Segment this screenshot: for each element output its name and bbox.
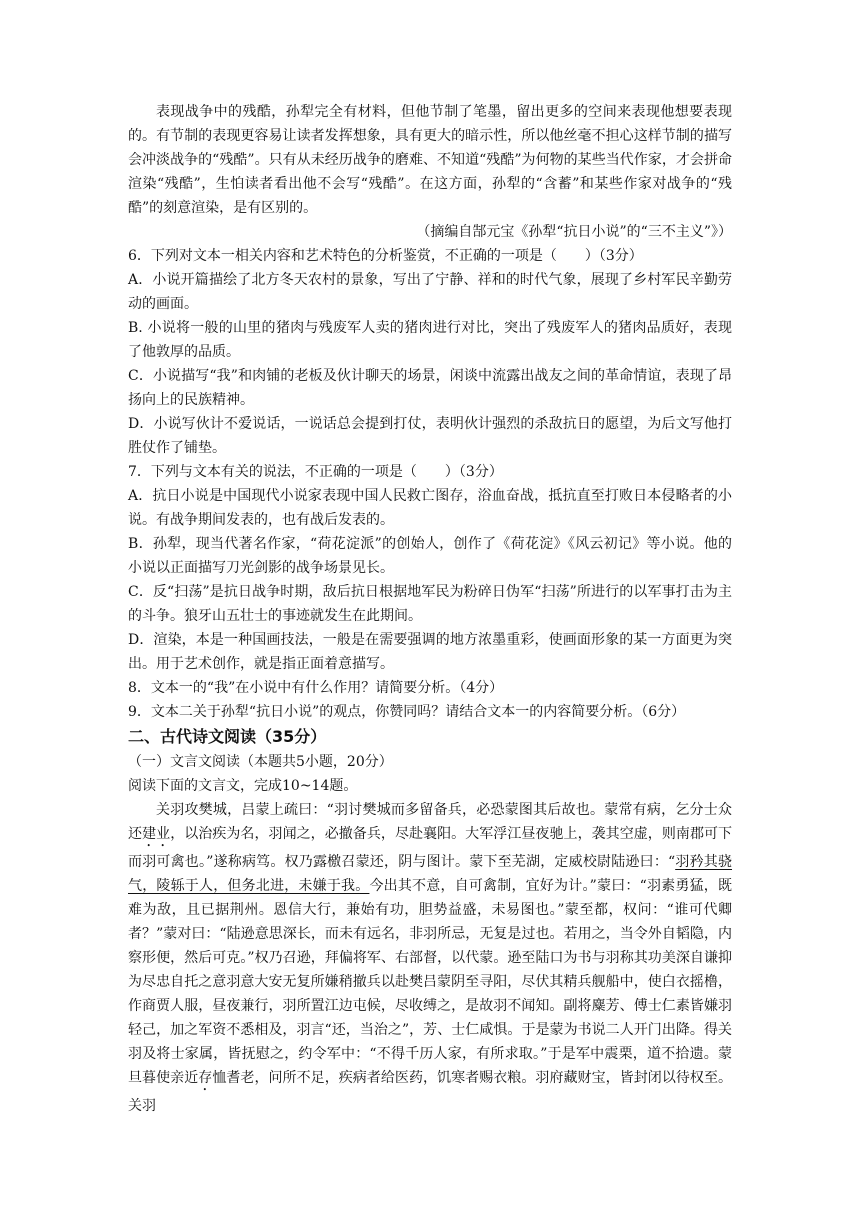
section-2-subtitle: （一）文言文阅读（本题共5小题，20分） — [128, 754, 393, 770]
classical-text-part-b: ，以治疾为名，羽闻之，必撤备兵，尽赴襄阳。大军浮江昼夜驰上，袭其空虚，则南郡可下而羽可禽也。”遂称病笃。权乃露檄召蒙还，阴与图计。蒙下至芜湖，定威校尉陆逊曰：“ — [128, 826, 733, 870]
section-2-instruction: 阅读下面的文言文，完成10~14题。 — [128, 778, 358, 794]
emphasis-dot-char: 建 — [142, 826, 157, 842]
question-7-option-b: B．孙犁，现当代著名作家，“荷花淀派”的创始人，创作了《荷花淀》《风云初记》等小说。他的小说以正面描写刀光剑影的战争场景见长。 — [128, 536, 732, 576]
question-6-option-c: C．小说描写“我”和肉铺的老板及伙计聊天的场景，闲谈中流露出战友之间的革命情谊，表现了昂扬向上的民族精神。 — [128, 368, 732, 408]
question-7-option-d: D．渲染，本是一种国画技法，一般是在需要强调的地方浓墨重彩，使画面形象的某一方面更为突出。用于艺术创作，就是指正面着意描写。 — [128, 632, 732, 672]
document-content — [128, 100, 732, 1118]
question-7-option-c: C．反“扫荡”是抗日战争时期，敌后抗日根据地军民为粉碎日伪军“扫荡”所进行的以军事打击为主的斗争。狼牙山五壮士的事迹就发生在此期间。 — [128, 584, 732, 624]
question-7-option-a: A．抗日小说是中国现代小说家表现中国人民救亡图存，浴血奋战，抵抗直至打败日本侵略者的小说。有战争期间发表的，也有战后发表的。 — [128, 488, 732, 528]
question-6-stem: 6．下列对文本一相关内容和艺术特色的分析鉴赏，不正确的一项是（ ）（3分） — [128, 248, 643, 264]
underlined-sentence: 羽矜其骁气，陵轹于人，但务北进，未嫌于我。 — [128, 854, 733, 894]
question-7-stem: 7．下列与文本有关的说法，不正确的一项是（ ）（3分） — [128, 464, 503, 480]
section-2-title: 二、古代诗文阅读（35分） — [128, 727, 327, 746]
passage2-source: （摘编自郜元宝《孙犁“抗日小说”的“三不主义”》） — [416, 224, 732, 240]
passage2-paragraph: 表现战争中的残酷，孙犁完全有材料，但他节制了笔墨，留出更多的空间来表现他想要表现的。有节制的表现更容易让读者发挥想象，具有更大的暗示性，所以他丝毫不担心这样节制的描写会冲淡战争的“残酷”。只有从未经历战争的磨难、不知道“残酷”为何物的某些当代作家，才会拼命渲染“残酷”，生怕读者看出他不会写“残酷”。在这方面，孙犁的“含蓄”和某些作家对战争的“残酷”的刻意渲染，是有区别的。 — [128, 104, 732, 216]
emphasis-dot-char: 存 — [198, 1070, 213, 1086]
question-6-option-b: B. 小说将一般的山里的猪肉与残废军人卖的猪肉进行对比，突出了残废军人的猪肉品质好，表现了他敦厚的品质。 — [128, 320, 732, 360]
emphasis-dot-char: 业 — [156, 826, 171, 842]
classical-text-paragraph — [128, 798, 732, 1118]
classical-text-part-a: 关羽攻樊城，吕蒙上疏曰：“羽讨樊城而多留备兵，必恐蒙图其后故也。蒙常有病，乞分士众还 — [128, 802, 732, 842]
question-8: 8．文本一的“我”在小说中有什么作用？请简要分析。（4分） — [128, 680, 504, 696]
question-6-option-d: D．小说写伙计不爱说话，一说话总会提到打仗，表明伙计强烈的杀敌抗日的愿望，为后文写他打胜仗作了铺垫。 — [128, 416, 732, 456]
question-9: 9．文本二关于孙犁“抗日小说”的观点，你赞同吗？请结合文本一的内容简要分析。（6分） — [128, 704, 686, 720]
classical-text-part-d: 恤耆老，问所不足，疾病者给医药，饥寒者赐衣粮。羽府藏财宝，皆封闭以待权至。关羽 — [128, 1070, 733, 1114]
question-6-option-a: A．小说开篇描绘了北方冬天农村的景象，写出了宁静、祥和的时代气象，展现了乡村军民辛勤劳动的画面。 — [128, 272, 732, 312]
classical-text-part-c: 今出其不意，自可禽制，宜好为计。”蒙曰：“羽素勇猛，既难为敌，且已据荆州。恩信大行，兼始有功，胆势益盛，未易图也。”蒙至都，权问：“谁可代卿者？”蒙对曰：“陆逊意思深长，而未有远名，非羽所忌，无复是过也。若用之，当令外自韬隐，内察形便，然后可克。”权乃召逊，拜偏将军、右部督，以代蒙。逊至陆口为书与羽称其功美深自谦抑为尽忠自托之意羽意大安无复所嫌稍撤兵以赴樊吕蒙阴至寻阳，尽伏其精兵舰船中，使白衣摇橹，作商贾人服，昼夜兼行，羽所置江边屯候，尽收缚之，是故羽不闻知。副将麋芳、傅士仁素皆嫌羽轻己，加之军资不悉相及，羽言“还，当治之”，芳、士仁咸惧。于是蒙为书说二人开门出降。得关羽及将士家属，皆抚慰之，约令军中：“不得千历人家，有所求取。”于是军中震栗，道不拾遗。蒙旦暮使亲近 — [128, 878, 732, 1086]
